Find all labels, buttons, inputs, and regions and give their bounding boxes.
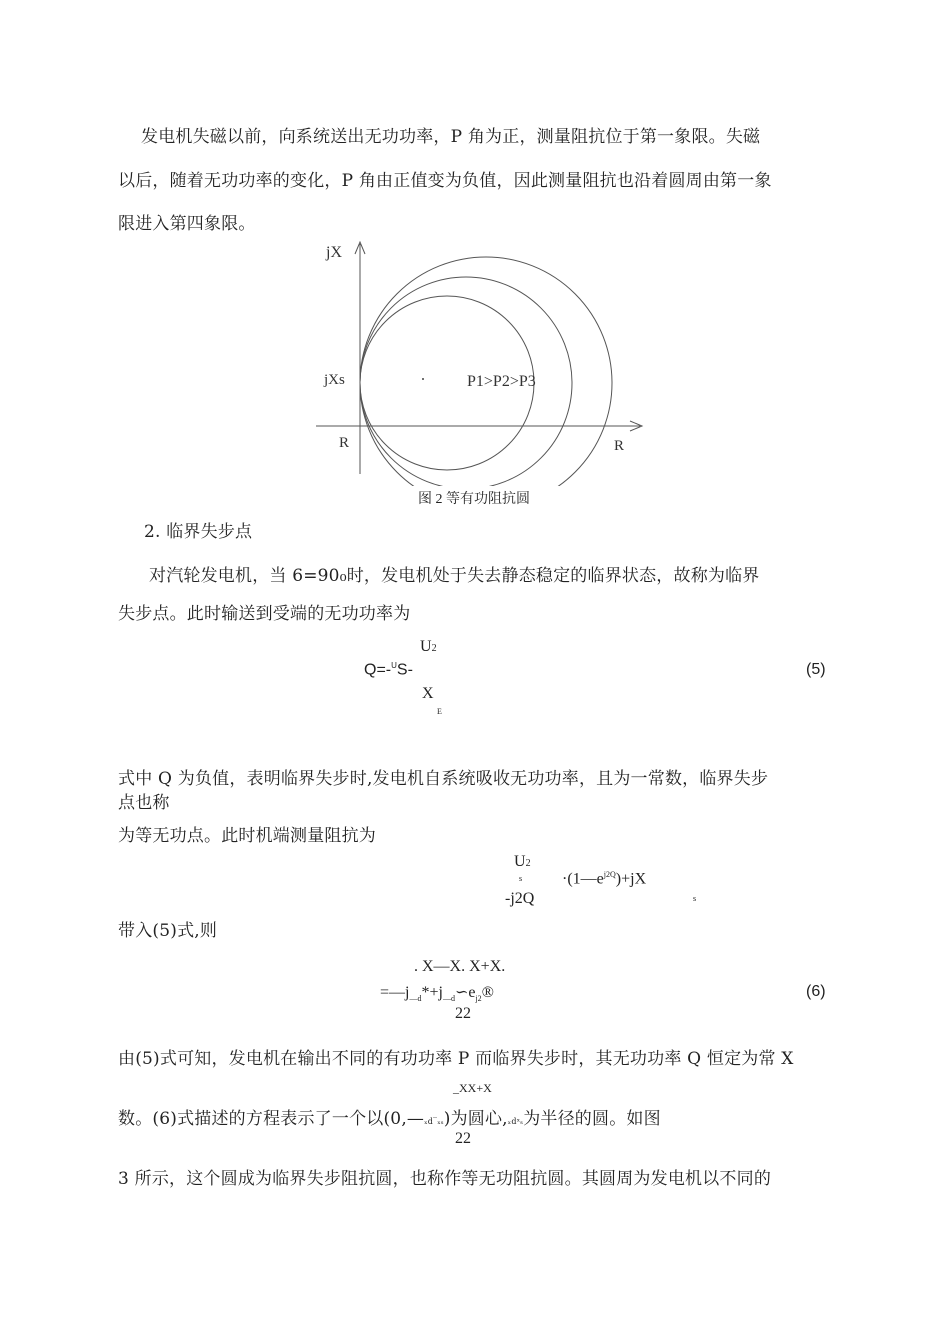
r-right-label: R xyxy=(614,438,625,454)
circle-p3 xyxy=(360,257,612,486)
section-title: 2. 临界失步点 xyxy=(144,522,253,542)
para2-line1: 对汽轮发电机，当 6=90₀时，发电机处于失去静态稳定的临界状态，故称为临界 xyxy=(149,566,760,586)
para2-line2: 失步点。此时输送到受端的无功功率为 xyxy=(118,604,411,624)
para5: 由(5)式可知，发电机在输出不同的有功功率 P 而临界失步时，其无功功率 Q 恒定为常 X xyxy=(118,1049,794,1069)
eqz-numerator: U2 xyxy=(514,853,531,870)
para1-line1: 发电机失磁以前，向系统送出无功功率，P 角为正，测量阻抗位于第一象限。失磁 xyxy=(141,127,761,147)
para4: 带入(5)式,则 xyxy=(118,921,218,941)
para6-fraction-top: _XX+X xyxy=(453,1081,492,1095)
eq5-numerator: U2 xyxy=(420,638,437,655)
para3-line2: 点也称 xyxy=(118,793,170,813)
jxs-label: jXs xyxy=(324,372,345,388)
eqz-body: $\cdot(1—e^{j2Q})+jX$ xyxy=(562,870,647,888)
eq5-denominator: X xyxy=(422,685,434,702)
eqz-denominator: -j2Q xyxy=(505,890,535,907)
para1-line2: 以后，随着无功功率的变化，P 角由正值变为负值，因此测量阻抗也沿着圆周由第一象 xyxy=(118,171,772,191)
para3-line1: 式中 Q 为负值，表明临界失步时,发电机自系统吸收无功功率，且为一常数，临界失步 xyxy=(118,769,769,789)
eq6-bottom: 22 xyxy=(455,1005,471,1022)
figure-caption: 图 2 等有功阻抗圆 xyxy=(418,492,530,507)
p-order-label: P1>P2>P3 xyxy=(467,373,536,390)
eq6-middle: $=—j_{—d}*+j_{—d}∽e_{j2}®$ xyxy=(380,984,494,1004)
eq5-denominator-sub: E xyxy=(437,707,442,716)
para7: 3 所示，这个圆成为临界失步阻抗圆，也称作等无功阻抗圆。其圆周为发电机以不同的 xyxy=(118,1169,772,1189)
para3-line3: 为等无功点。此时机端测量阻抗为 xyxy=(118,826,376,846)
y-axis-label: jX xyxy=(326,244,342,261)
figure-impedance-circles xyxy=(310,236,655,486)
eq5-lhs: Q=-$^U$S- xyxy=(364,661,413,679)
para1-line3: 限进入第四象限。 xyxy=(118,214,256,234)
para6: 数。(6)式描述的方程表示了一个以(0,—ₓd‾ₓₛ)为圆心,ₓdˣₛ为半径的圆。如图 xyxy=(118,1109,661,1129)
eq5-number: (5) xyxy=(806,661,826,678)
circle-p2 xyxy=(360,277,572,486)
r-left-label: R xyxy=(339,435,350,451)
eqz-sub-s: s xyxy=(519,874,523,883)
eq6-number: (6) xyxy=(806,983,826,1000)
para6-fraction-bottom: 22 xyxy=(455,1130,471,1147)
eq6-top: . X—X. X+X. xyxy=(414,958,506,975)
eqz-tail-sub: s xyxy=(693,894,697,903)
center-dot xyxy=(422,378,424,380)
